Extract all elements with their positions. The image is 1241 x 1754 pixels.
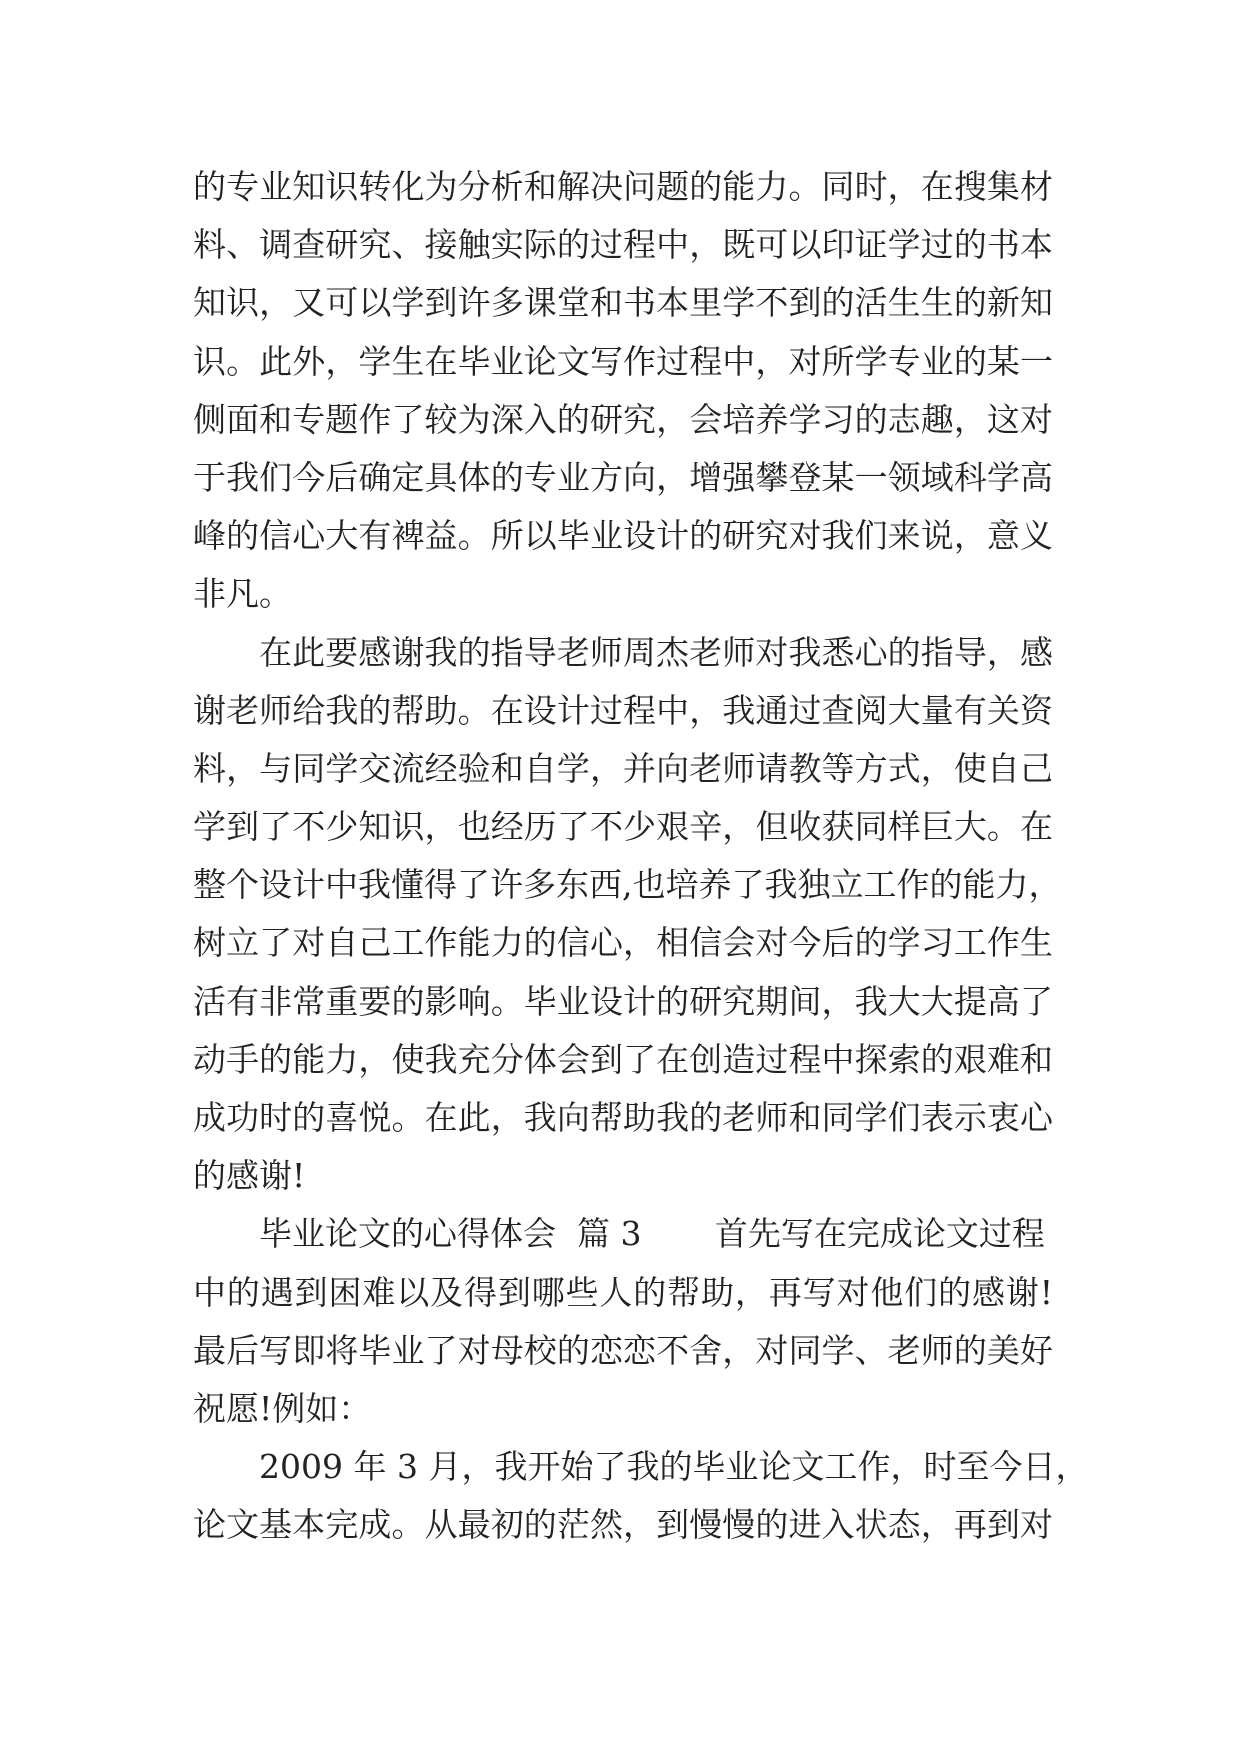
text-line: 祝愿!例如： [193, 1388, 372, 1428]
text-line: 活有非常重要的影响。毕业设计的研究期间，我大大提高了 [193, 981, 1053, 1021]
text-line: 料、调查研究、接触实际的过程中，既可以印证学过的书本 [193, 225, 1053, 265]
text-line: 论文基本完成。从最初的茫然，到慢慢的进入状态，再到对 [193, 1505, 1053, 1545]
text-line: 动手的能力，使我充分体会到了在创造过程中探索的艰难和 [193, 1039, 1053, 1079]
section-heading-line: 毕业论文的心得体会 篇 3 首先写在完成论文过程 [259, 1214, 1045, 1254]
text-line: 树立了对自己工作能力的信心，相信会对今后的学习工作生 [193, 923, 1053, 963]
paragraph-first-line: 在此要感谢我的指导老师周杰老师对我悉心的指导，感 [259, 632, 1053, 672]
text-line: 最后写即将毕业了对母校的恋恋不舍，对同学、老师的美好 [193, 1330, 1053, 1370]
text-line: 的感谢! [193, 1156, 306, 1196]
text-line: 学到了不少知识，也经历了不少艰辛，但收获同样巨大。在 [193, 807, 1053, 847]
text-line: 峰的信心大有裨益。所以毕业设计的研究对我们来说，意义 [193, 516, 1053, 556]
text-line: 的专业知识转化为分析和解决问题的能力。同时，在搜集材 [193, 167, 1053, 206]
text-line: 识。此外，学生在毕业论文写作过程中，对所学专业的某一 [193, 341, 1053, 381]
text-line: 谢老师给我的帮助。在设计过程中，我通过查阅大量有关资 [193, 690, 1053, 730]
text-line: 于我们今后确定具体的专业方向，增强攀登某一领域科学高 [193, 457, 1053, 497]
paragraph-first-line: 2009 年 3 月，我开始了我的毕业论文工作，时至今日， [259, 1447, 1089, 1487]
text-line: 整个设计中我懂得了许多东西,也培养了我独立工作的能力， [193, 865, 1062, 905]
text-line: 中的遇到困难以及得到哪些人的帮助，再写对他们的感谢! [193, 1272, 1053, 1312]
text-line: 成功时的喜悦。在此，我向帮助我的老师和同学们表示衷心 [193, 1098, 1053, 1137]
text-line: 非凡。 [193, 574, 292, 614]
body-text [193, 158, 1089, 1555]
text-line: 知识，又可以学到许多课堂和书本里学不到的活生生的新知 [193, 283, 1053, 323]
text-line: 侧面和专题作了较为深入的研究，会培养学习的志趣，这对 [193, 399, 1053, 439]
text-line: 料，与同学交流经验和自学，并向老师请教等方式，使自己 [193, 748, 1053, 788]
